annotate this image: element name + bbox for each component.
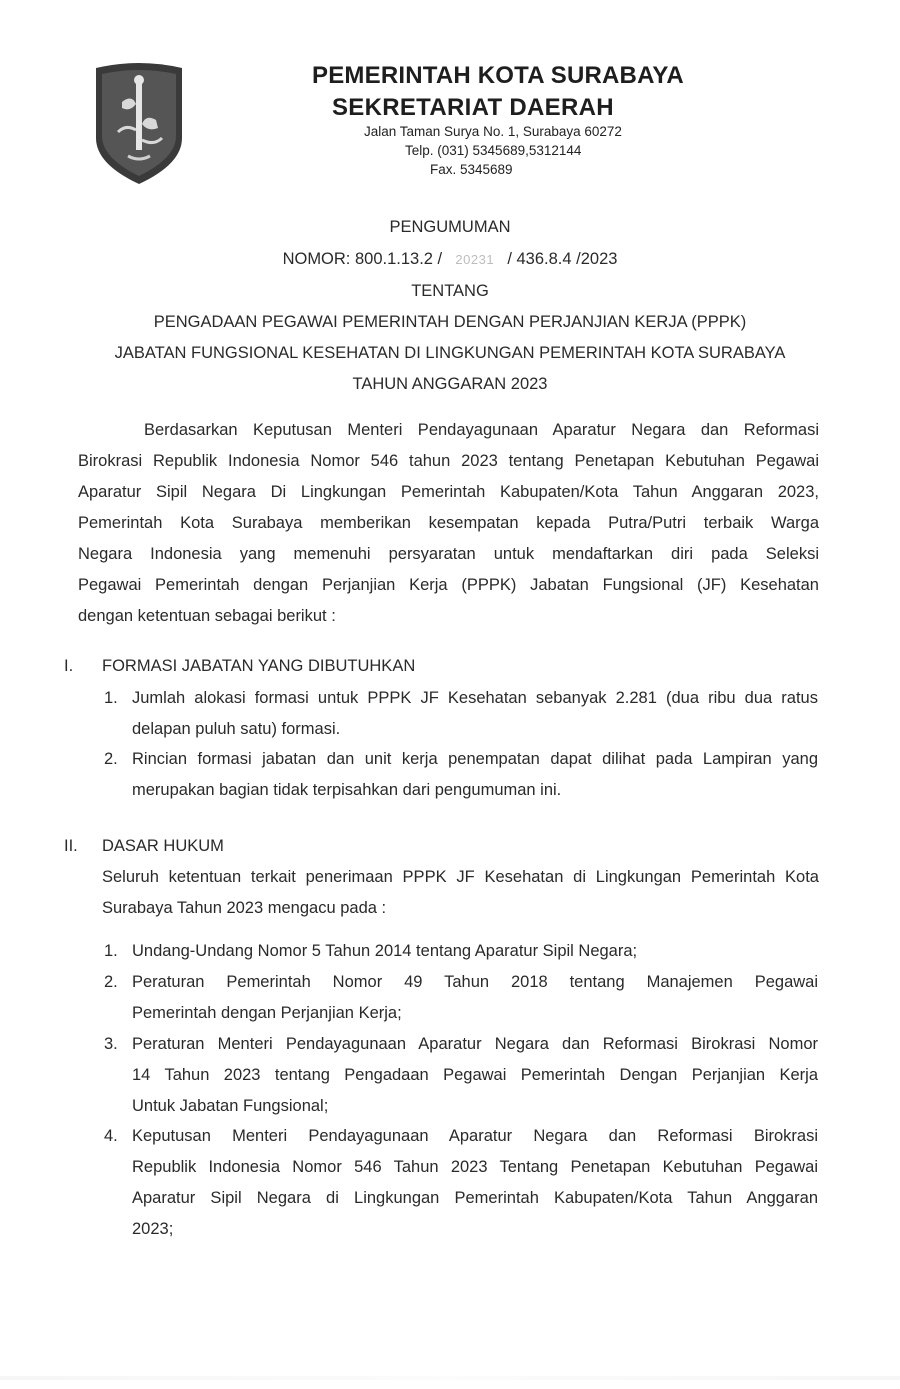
section-intro-line: Seluruh ketentuan terkait penerimaan PPPK JF Kesehatan di Lingkungan Pemerintah Kota [102, 868, 819, 886]
intro-line: dengan ketentuan sebagai berikut : [78, 607, 336, 625]
intro-line: Pemerintah Kota Surabaya memberikan kesempatan kepada Putra/Putri terbaik Warga [78, 514, 819, 532]
list-item-number: 4. [104, 1127, 118, 1145]
number-prefix: NOMOR: 800.1.13.2 / [282, 250, 443, 268]
list-item-number: 3. [104, 1035, 118, 1053]
list-item-line: Undang-Undang Nomor 5 Tahun 2014 tentang Aparatur Sipil Negara; [132, 942, 638, 960]
fax: Fax. 5345689 [430, 162, 513, 177]
announcement-heading: PENGUMUMAN [389, 218, 511, 236]
about-label: TENTANG [411, 282, 489, 300]
section-title: FORMASI JABATAN YANG DIBUTUHKAN [102, 657, 416, 675]
list-item-line: Jumlah alokasi formasi untuk PPPK JF Kesehatan sebanyak 2.281 (dua ribu dua ratus [132, 689, 818, 707]
list-item-line: Pemerintah dengan Perjanjian Kerja; [132, 1004, 402, 1022]
list-item-number: 1. [104, 689, 118, 707]
list-item-line: Untuk Jabatan Fungsional; [132, 1097, 329, 1115]
org-unit: SEKRETARIAT DAERAH [332, 94, 614, 121]
list-item-line: Aparatur Sipil Negara di Lingkungan Pemerintah Kabupaten/Kota Tahun Anggaran [132, 1189, 818, 1207]
list-item-line: Peraturan Menteri Pendayagunaan Aparatur Negara dan Reformasi Birokrasi Nomor [132, 1035, 818, 1053]
list-item-line: merupakan bagian tidak terpisahkan dari pengumuman ini. [132, 781, 562, 799]
phone: Telp. (031) 5345689,5312144 [405, 143, 582, 158]
announcement-number [0, 250, 900, 269]
list-item-number: 1. [104, 942, 118, 960]
address: Jalan Taman Surya No. 1, Surabaya 60272 [364, 124, 622, 139]
section-title: DASAR HUKUM [102, 837, 224, 855]
intro-line: Berdasarkan Keputusan Menteri Pendayagunaan Aparatur Negara dan Reformasi [144, 421, 819, 439]
list-item-line: 2023; [132, 1220, 174, 1238]
scan-artifact [0, 1376, 900, 1380]
intro-line: Birokrasi Republik Indonesia Nomor 546 tahun 2023 tentang Penetapan Kebutuhan Pegawai [78, 452, 819, 470]
list-item-line: Republik Indonesia Nomor 546 Tahun 2023 Tentang Penetapan Kebutuhan Pegawai [132, 1158, 818, 1176]
list-item-line: Rincian formasi jabatan dan unit kerja penempatan dapat dilihat pada Lampiran yang [132, 750, 818, 768]
list-item-line: Keputusan Menteri Pendayagunaan Aparatur Negara dan Reformasi Birokrasi [132, 1127, 818, 1145]
intro-line: Aparatur Sipil Negara Di Lingkungan Pemerintah Kabupaten/Kota Tahun Anggaran 2023, [78, 483, 819, 501]
surabaya-city-emblem-icon [92, 60, 186, 186]
org-name: PEMERINTAH KOTA SURABAYA [312, 62, 684, 89]
section-number: I. [64, 657, 74, 675]
subject-line: JABATAN FUNGSIONAL KESEHATAN DI LINGKUNGAN PEMERINTAH KOTA SURABAYA [114, 344, 786, 362]
list-item-line: Peraturan Pemerintah Nomor 49 Tahun 2018 tentang Manajemen Pegawai [132, 973, 818, 991]
number-stamp: 20231 [455, 252, 495, 267]
section-intro-line: Surabaya Tahun 2023 mengacu pada : [102, 899, 387, 917]
section-number: II. [64, 837, 78, 855]
list-item-number: 2. [104, 750, 118, 768]
list-item-line: delapan puluh satu) formasi. [132, 720, 341, 738]
list-item-number: 2. [104, 973, 118, 991]
subject-line: TAHUN ANGGARAN 2023 [352, 375, 548, 393]
subject-line: PENGADAAN PEGAWAI PEMERINTAH DENGAN PERJANJIAN KERJA (PPPK) [153, 313, 747, 331]
list-item-line: 14 Tahun 2023 tentang Pengadaan Pegawai Pemerintah Dengan Perjanjian Kerja [132, 1066, 818, 1084]
number-suffix: / 436.8.4 /2023 [507, 250, 618, 268]
intro-line: Pegawai Pemerintah dengan Perjanjian Kerja (PPPK) Jabatan Fungsional (JF) Kesehatan [78, 576, 819, 594]
intro-line: Negara Indonesia yang memenuhi persyaratan untuk mendaftarkan diri pada Seleksi [78, 545, 819, 563]
